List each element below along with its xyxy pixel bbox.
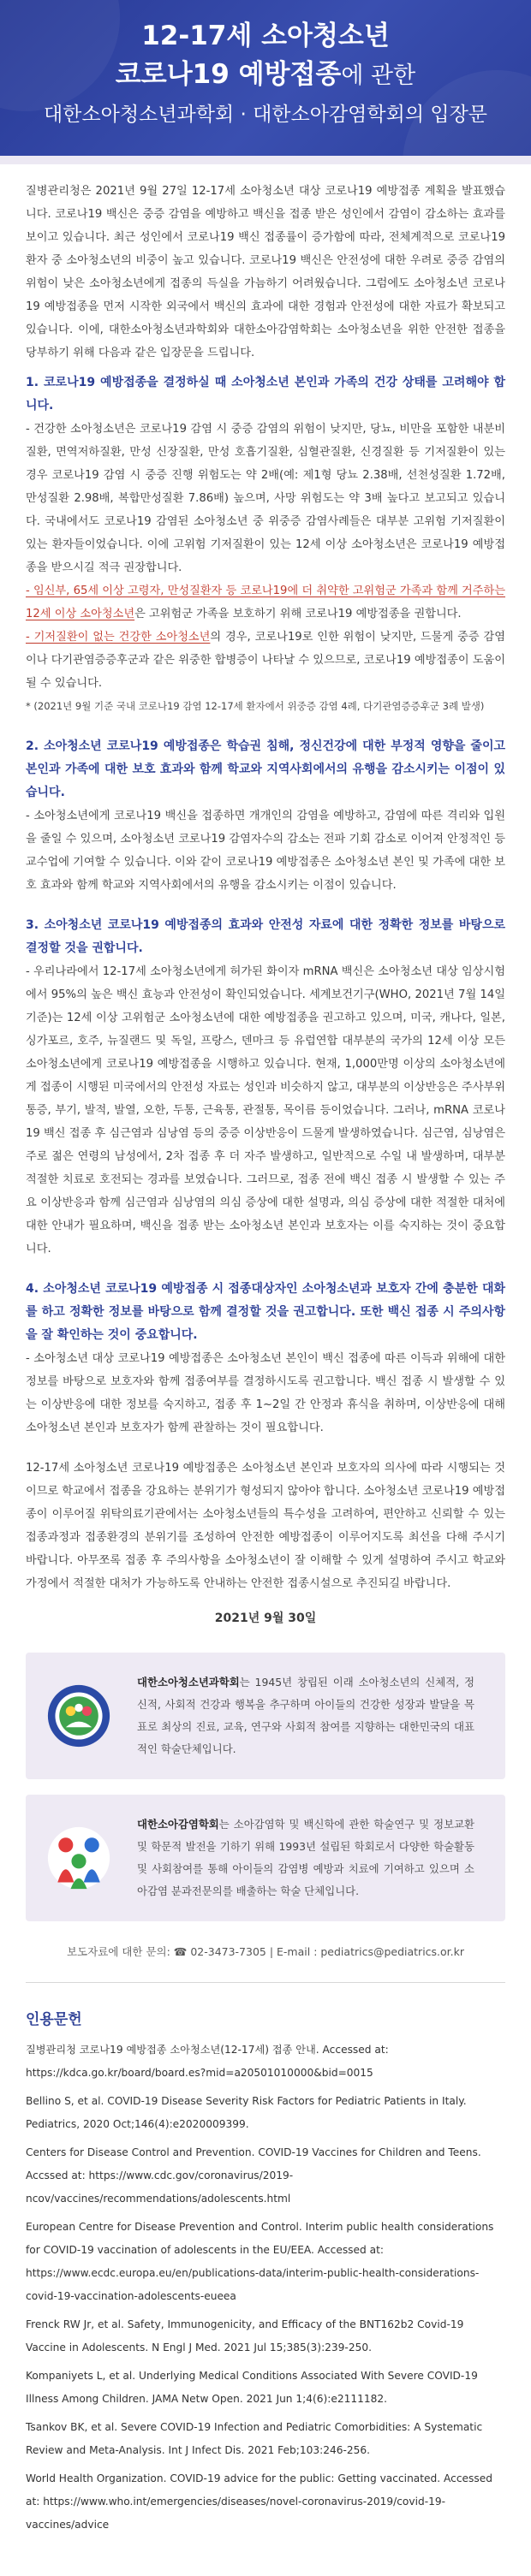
reference-item: World Health Organization. COVID-19 advice for the public: Getting vaccinated. Accessed at: https://www.who.int/emergencies/diseases/novel-coronavirus-2019/covid-19-vaccines/advice xyxy=(26,2472,492,2531)
healthy-children-highlight: - 기저질환이 없는 건강한 소아청소년 xyxy=(26,631,211,644)
section-4 xyxy=(26,1278,505,1439)
press-contact: 보도자료에 대한 문의: ☎ 02-3473-7305 | E-mail : pediatrics@pediatrics.or.kr xyxy=(26,1937,505,1983)
section-1-healthy: - 기저질환이 없는 건강한 소아청소년의 경우, 코로나19로 인한 위험이 낮지만, 드물게 중증 감염이나 다기관염증증후군과 같은 위중한 합병증이 나타날 수 있으므로, 코로나19 예방접종이 도움이 될 수 있습니다. xyxy=(26,631,505,690)
reference-item: Tsankov BK, et al. Severe COVID-19 Infection and Pediatric Comorbidities: A Systematic Review and Meta-Analysis. Int J Infect Dis. 2021 Feb;103:246-256. xyxy=(26,2421,483,2456)
header-title-line1: 12-17세 소아청소년 xyxy=(141,21,390,51)
org-card-kspid xyxy=(26,1795,505,1921)
references-title: 인용문헌 xyxy=(26,2011,82,2028)
section-4-title: 4. 소아청소년 코로나19 예방접종 시 접종대상자인 소아청소년과 보호자 간에 충분한 대화를 하고 정확한 정보를 바탕으로 함께 결정할 것을 권고합니다. 또한 백신 접종 시 주의사항을 잘 확인하는 것이 중요합니다. xyxy=(26,1282,505,1342)
highrisk-household-highlight: - 임신부, 65세 이상 고령자, 만성질환자 등 코로나19에 더 취약한 고위험군 가족과 함께 거주하는 12세 이상 소아청소년 xyxy=(26,585,505,620)
section-3-text: - 우리나라에서 12-17세 소아청소년에게 허가된 화이자 mRNA 백신은 소아청소년 대상 임상시험에서 95%의 높은 백신 효능과 안전성이 확인되었습니다. 세계보건기구(WHO, 2021년 7월 14일 기준)는 12세 이상 고위험군 소아청소년에 대한 예방접종을 권고하고 있으며, 미국, 캐나다, 일본, 싱가포르, 호주, 뉴질랜드 및 독일, 프랑스, 덴마크 등 유럽연합 대부분의 국가의 12세 이상 모든 소아청소년에게 코로나19 예방접종을 시행하고 있습니다. 현재, 1,000만명 이상의 소아청소년에게 접종이 시행된 미국에서의 안전성 자료는 성인과 비슷하지 않고, 대부분의 이상반응은 주사부위 통증, 부기, 발적, 발열, 오한, 두통, 근육통, 관절통, 목이름 등이었습니다. 그러나, mRNA 코로나19 백신 접종 후 심근염과 심낭염 등의 중증 이상반응이 드물게 발생하였습니다. 심근염, 심낭염은 주로 젊은 연령의 남성에서, 2차 접종 후 더 자주 발생하고, 일반적으로 수일 내 발생하며, 대부분 적절한 치료로 호전되는 경과를 보였습니다. 그러므로, 접종 전에 백신 접종 시 발생할 수 있는 주요 이상반응과 함께 심근염과 심낭염의 의심 증상에 대한 설명과, 의심 증상에 대한 적절한 대처에 대한 안내가 필요하며, 백신을 접종 받는 소아청소년 본인과 보호자는 이를 숙지하는 것이 중요합니다. xyxy=(26,965,505,1255)
reference-item: Frenck RW Jr, et al. Safety, Immunogenicity, and Efficacy of the BNT162b2 Covid-19 Vaccine in Adolescents. N Engl J Med. 2021 Jul 15;385(3):239-250. xyxy=(26,2318,464,2353)
reference-item: Bellino S, et al. COVID-19 Disease Severity Risk Factors for Pediatric Patients in Italy. Pediatrics, 2020 Oct;146(4):e2020009399. xyxy=(26,2095,467,2130)
statement-body xyxy=(0,164,531,1983)
kspid-logo-icon xyxy=(46,1825,111,1890)
kpeds-logo-icon xyxy=(46,1683,111,1748)
statement-date: 2021년 9월 30일 xyxy=(214,1611,317,1625)
section-2 xyxy=(26,735,505,897)
section-1-title: 1. 코로나19 예방접종을 결정하실 때 소아청소년 본인과 가족의 건강 상태를 고려해야 합니다. xyxy=(26,376,505,413)
header-divider-band xyxy=(0,156,531,164)
section-2-text: - 소아청소년에게 코로나19 백신을 접종하면 개개인의 감염을 예방하고, 감염에 따른 격리와 입원을 줄일 수 있으며, 소아청소년 코로나19 감염자수의 감소는 전파 기회 감소로 이어져 안정적인 등교수업에 기여할 수 있습니다. 이와 같이 코로나19 예방접종은 소아청소년 본인 및 가족에 대한 보호 효과와 함께 학교와 지역사회에서의 유행을 감소시키는 이점이 있습니다. xyxy=(26,810,505,892)
reference-item: Centers for Disease Control and Prevention. COVID-19 Vaccines for Children and Teens. Accssed at: https://www.cdc.gov/coronavirus/2019-ncov/vaccines/recommendations/adolescents.html xyxy=(26,2146,481,2205)
section-4-text: - 소아청소년 대상 코로나19 예방접종은 소아청소년 본인이 백신 접종에 따른 이득과 위해에 대한 정보를 바탕으로 보호자와 함께 접종여부를 결정하시도록 권고합니다. 백신 접종 시 발생할 수 있는 이상반응에 대한 정보를 숙지하고, 접종 후 1~2일 간 안정과 휴식을 취하며, 이상반응에 대해 소아청소년 본인과 보호자가 함께 관찰하는 것이 필요합니다. xyxy=(26,1352,505,1434)
org-kspid-description: 대한소아감염학회는 소아감염학 및 백신학에 관한 학술연구 및 정보교환 및 학문적 발전을 기하기 위해 1993년 설립된 학회로서 다양한 학술활동 및 사회참여를 통해 아이들의 감염병 예방과 치료에 기여하고 있으며 소아감염 분과전문의를 배출하는 학술 단체입니다. xyxy=(137,1818,474,1897)
section-1-text: - 건강한 소아청소년은 코로나19 감염 시 중증 감염의 위험이 낮지만, 당뇨, 비만을 포함한 내분비질환, 면역저하질환, 만성 신장질환, 만성 호흡기질환, 심혈관질환, 신경질환 등 기저질환이 있는 경우 코로나19 감염 시 중증 진행 위험도는 약 2배(예: 제1형 당뇨 2.38배, 선천성질환 1.72배, 만성질환 2.98배, 복합만성질환 7.86배) 높으며, 사망 위험도는 약 3배 높다고 보고되고 있습니다. 국내에서도 코로나19 감염된 소아청소년 중 위중증 감염사례들은 대부분 고위험 기저질환이 있는 환자들이었습니다. 이에 고위험 기저질환이 있는 12세 이상 소아청소년은 코로나19 예방접종을 받으시길 적극 권장합니다. xyxy=(26,423,505,574)
section-3 xyxy=(26,914,505,1261)
section-1-household: - 임신부, 65세 이상 고령자, 만성질환자 등 코로나19에 더 취약한 고위험군 가족과 함께 거주하는 12세 이상 소아청소년은 고위험군 가족을 보호하기 위해 코로나19 예방접종을 권합니다. xyxy=(26,585,505,620)
header-banner xyxy=(0,0,531,156)
section-1-footnote: * (2021년 9월 기준 국내 코로나19 감염 12-17세 환자에서 위중증 감염 4례, 다기관염증증후군 3례 발생) xyxy=(26,700,485,712)
section-2-title: 2. 소아청소년 코로나19 예방접종은 학습권 침해, 정신건강에 대한 부정적 영향을 줄이고 본인과 가족에 대한 보호 효과와 함께 학교와 지역사회에서의 유행을 감소시키는 이점이 있습니다. xyxy=(26,739,505,799)
section-3-title: 3. 소아청소년 코로나19 예방접종의 효과와 안전성 자료에 대한 정확한 정보를 바탕으로 결정할 것을 권합니다. xyxy=(26,918,505,955)
intro-paragraph: 질병관리청은 2021년 9월 27일 12-17세 소아청소년 대상 코로나19 예방접종 계획을 발표했습니다. 코로나19 백신은 중증 감염을 예방하고 백신을 접종 받은 성인에서 감염이 감소하는 효과를 보이고 있습니다. 최근 성인에서 코로나19 백신 접종률이 증가함에 따라, 전체계적으로 코로나19 환자 중 소아청소년의 비중이 높고 있습니다. 코로나19 백신은 안전성에 대한 우려로 중증 감염의 위험이 낮은 소아청소년에게 접종의 득실을 가늠하기 어려웠습니다. 그럼에도 소아청소년 코로나19 예방접종을 먼저 시작한 외국에서 백신의 효과에 대한 경험과 안전성에 대한 자료가 확보되고 있습니다. 이에, 대한소아청소년과학회와 대한소아감염학회는 소아청소년을 위한 안전한 접종을 당부하기 위해 다음과 같은 입장문을 드립니다. xyxy=(26,185,505,359)
reference-item: European Centre for Disease Prevention and Control. Interim public health considerations for COVID-19 vaccination of adolescents in the EU/EEA. Accessed at: https://www.ecdc.europa.eu/en/publications-data/interim-public-health-considerations-covid-19-vaccination-adolescents-eueea xyxy=(26,2221,494,2302)
header-subtitle: 대한소아청소년과학회 · 대한소아감염학회의 입장문 xyxy=(43,104,488,126)
header-title-line2: 코로나19 예방접종에 관한 xyxy=(115,59,416,90)
closing-paragraph: 12-17세 소아청소년 코로나19 예방접종은 소아청소년 본인과 보호자의 의사에 따라 시행되는 것이므로 학교에서 접종을 강요하는 분위기가 형성되지 않아야 합니다. 소아청소년 코로나19 예방접종이 이루어질 위탁의료기관에서는 소아청소년들의 특수성을 고려하여, 편안하고 신뢰할 수 있는 접종과정과 접종환경의 분위기를 조성하여 안전한 예방접종이 이루어지도록 최선을 다해 주시기 바랍니다. 아무쪼록 접종 후 주의사항을 소아청소년이 잘 이해할 수 있게 설명하여 주시고 학교와 가정에서 적절한 대처가 가능하도록 안내하는 안전한 접종시설으로 추진되길 바랍니다. xyxy=(26,1462,505,1590)
org-kpeds-description: 대한소아청소년과학회는 1945년 창립된 이래 소아청소년의 신체적, 정신적, 사회적 건강과 행복을 추구하며 아이들의 건강한 성장과 발달을 목표로 최상의 진료, 교육, 연구와 사회적 참여를 지향하는 대한민국의 대표적인 학술단체입니다. xyxy=(137,1676,474,1755)
reference-item: 질병관리청 코로나19 예방접종 소아청소년(12-17세) 접종 안내. Accessed at: https://kdca.go.kr/board/board.es?mid=a20501010000&bid=0015 xyxy=(26,2044,389,2079)
section-1 xyxy=(26,371,505,718)
org-card-kpeds xyxy=(26,1653,505,1779)
reference-item: Kompaniyets L, et al. Underlying Medical Conditions Associated With Severe COVID-19 Illness Among Children. JAMA Netw Open. 2021 Jun 1;4(6):e2111182. xyxy=(26,2370,478,2405)
references-section xyxy=(0,1983,531,2576)
